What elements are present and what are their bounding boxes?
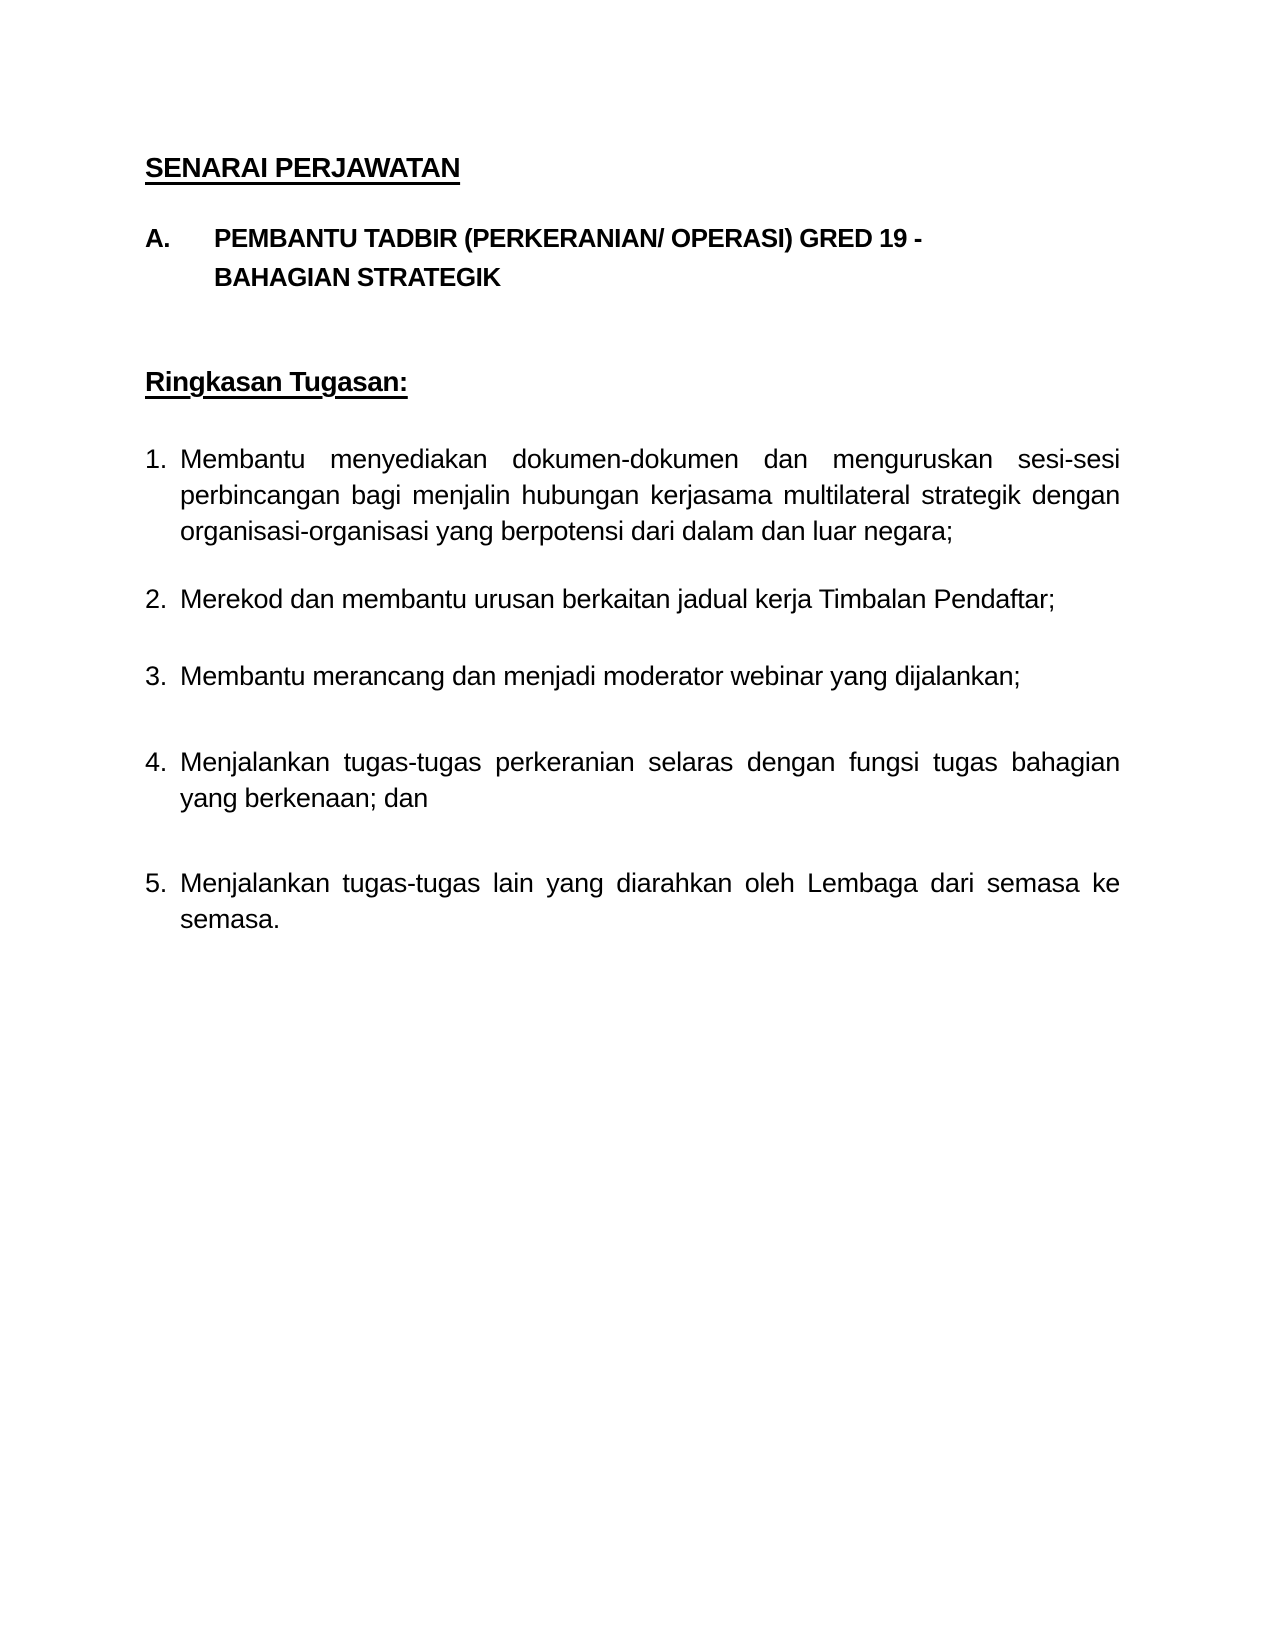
- task-number: 3.: [145, 661, 167, 691]
- task-item: [145, 744, 1120, 816]
- task-text: Membantu merancang dan menjadi moderator webinar yang dijalankan;: [180, 661, 1021, 691]
- task-text: Menjalankan tugas-tugas perkeranian selaras dengan fungsi tugas bahagian yang berkenaan; dan: [180, 747, 1120, 813]
- tasks-subheading: Ringkasan Tugasan:: [145, 366, 408, 397]
- task-number: 1.: [145, 444, 167, 474]
- task-item: [145, 441, 1120, 549]
- section-heading-line1: PEMBANTU TADBIR (PERKERANIAN/ OPERASI) GRED 19 -: [214, 223, 922, 253]
- section-heading: [145, 219, 1120, 297]
- section-heading-line2: BAHAGIAN STRATEGIK: [214, 262, 501, 292]
- document-title: SENARAI PERJAWATAN: [145, 152, 461, 183]
- task-number: 2.: [145, 584, 167, 614]
- section-label: A.: [145, 223, 170, 253]
- task-text: Merekod dan membantu urusan berkaitan jadual kerja Timbalan Pendaftar;: [180, 584, 1056, 614]
- task-item: [145, 581, 1120, 617]
- task-number: 5.: [145, 868, 167, 898]
- task-text: Menjalankan tugas-tugas lain yang diarahkan oleh Lembaga dari semasa ke semasa.: [180, 868, 1120, 934]
- task-item: [145, 865, 1120, 937]
- task-text: Membantu menyediakan dokumen-dokumen dan menguruskan sesi-sesi perbincangan bagi menjalin hubungan kerjasama multilateral strategik dengan organisasi-organisasi yang berpotensi dari dalam dan luar negara;: [180, 444, 1120, 546]
- task-number: 4.: [145, 747, 167, 777]
- task-item: [145, 658, 1120, 694]
